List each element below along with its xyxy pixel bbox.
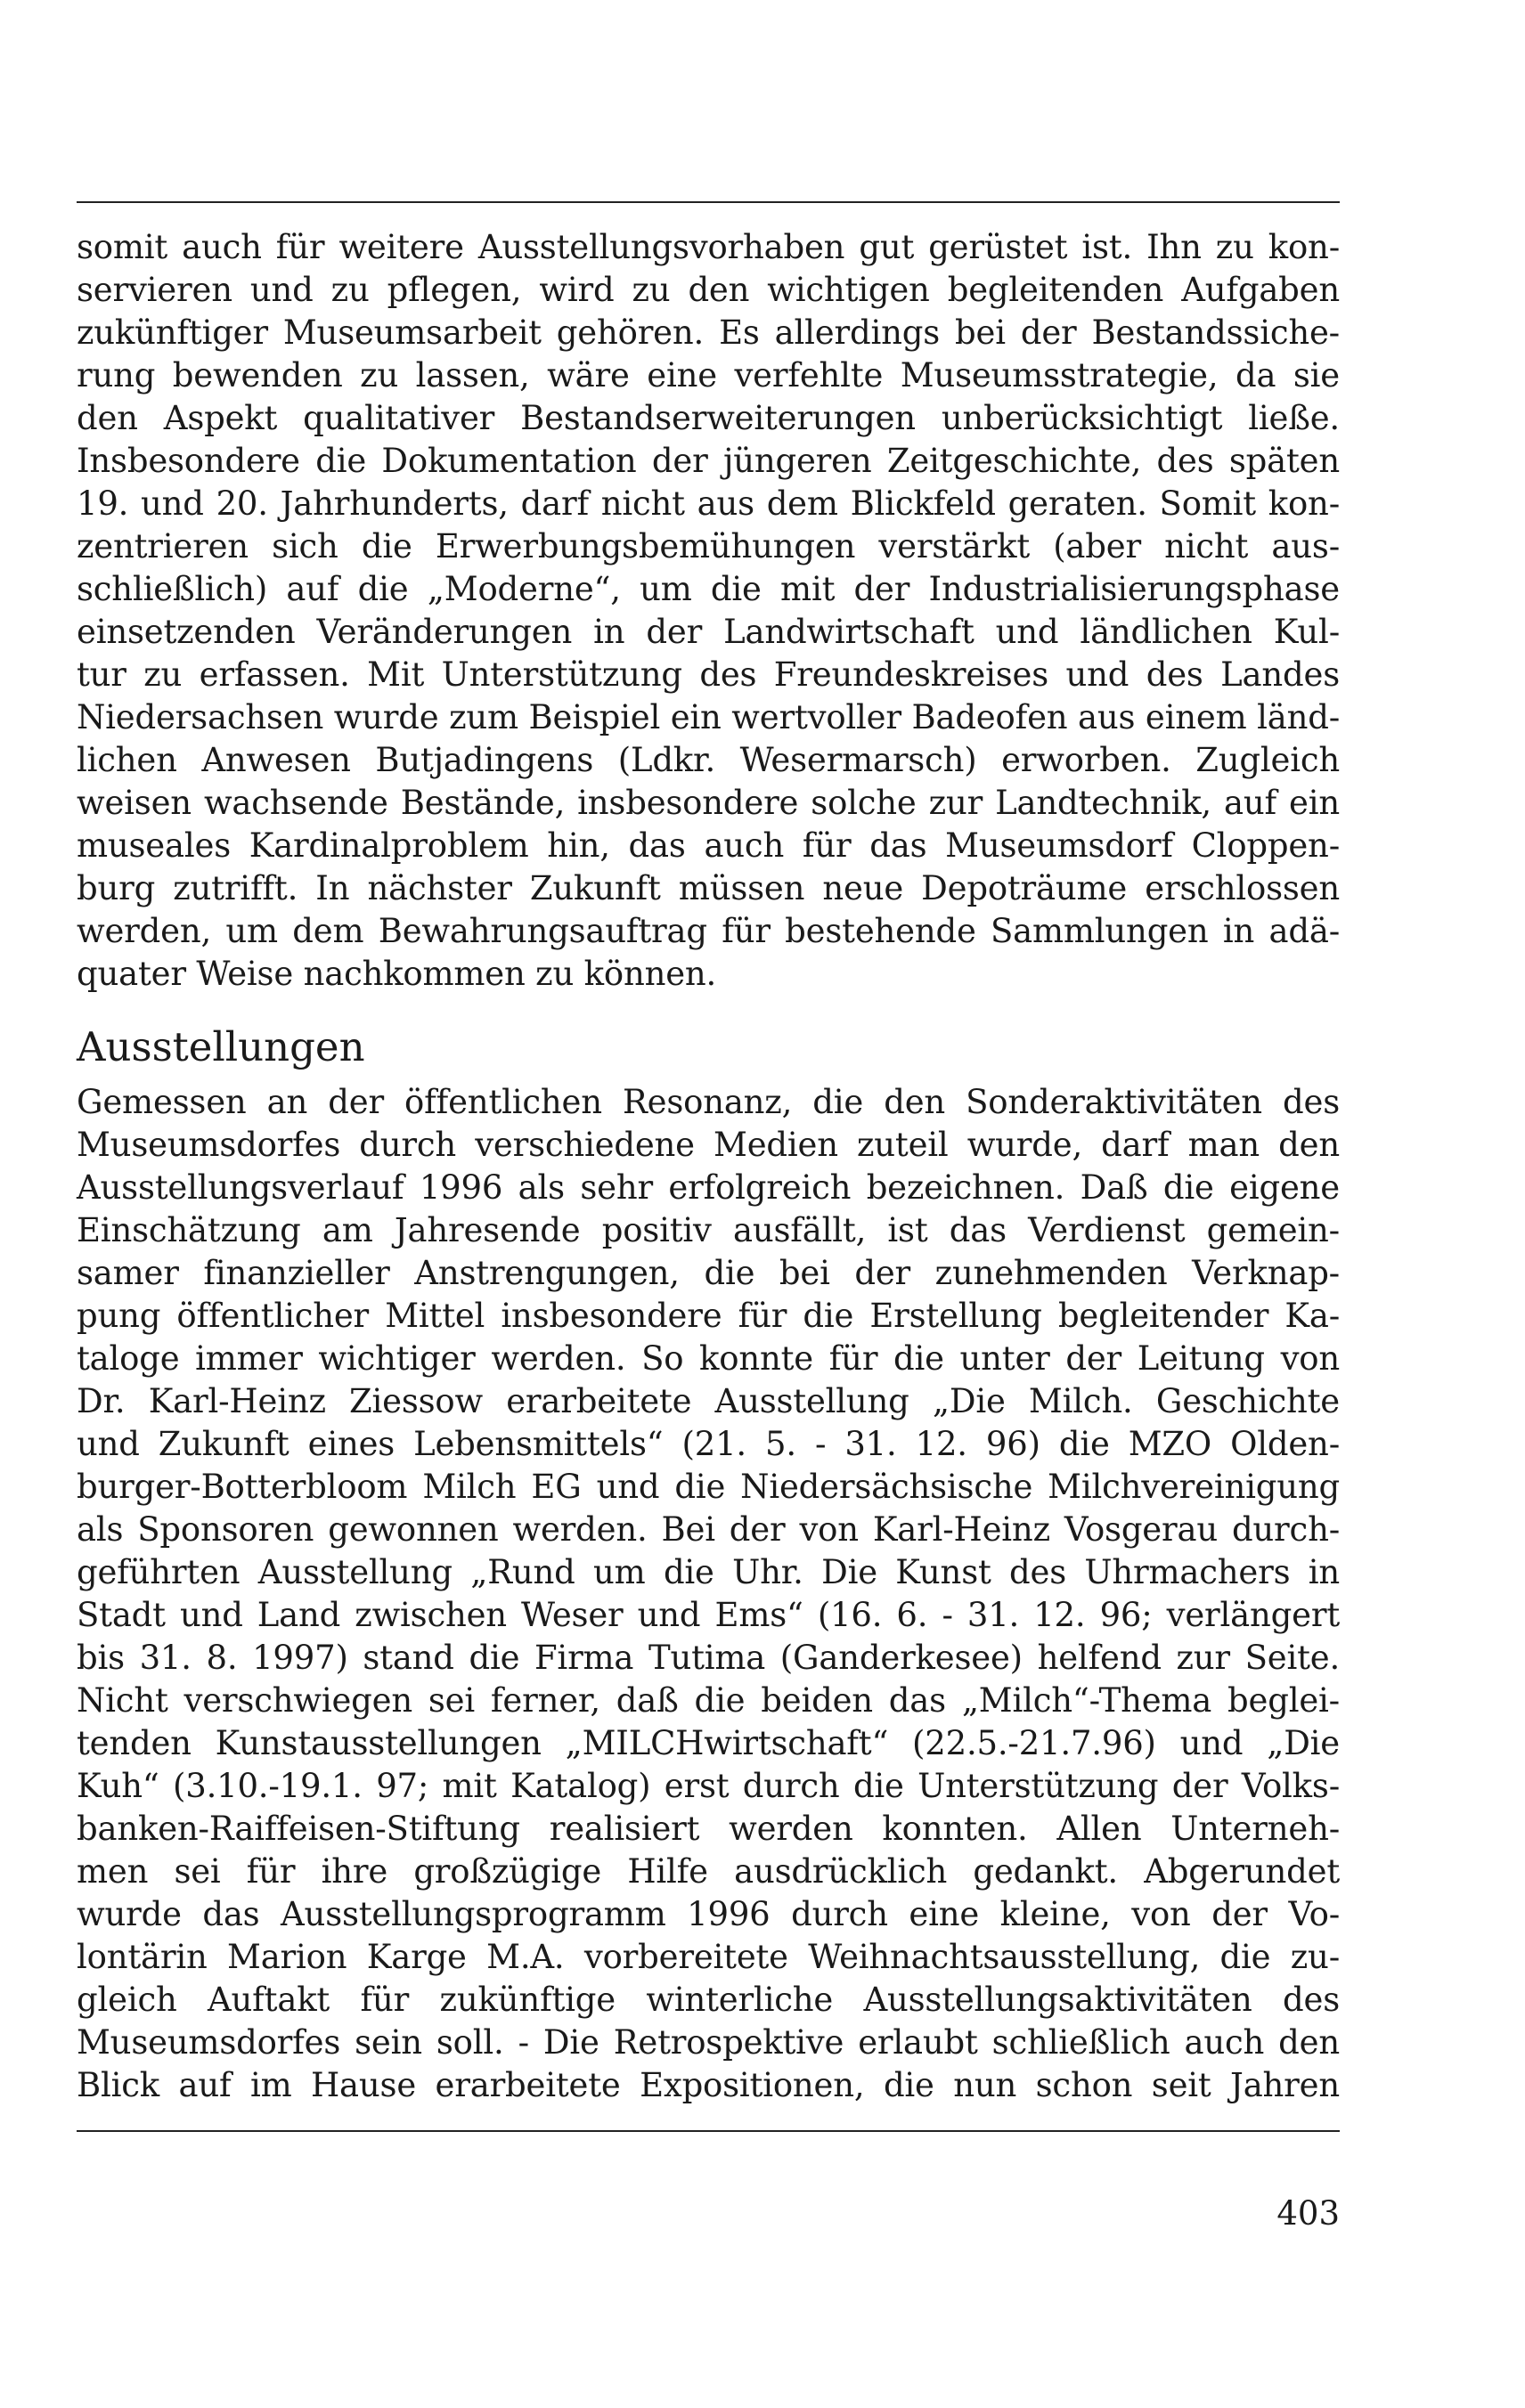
text-line: tenden Kunstausstellungen „MILCHwirtschaft“ (22.5.-21.7.96) und „Die — [77, 1724, 1340, 1762]
text-line: somit auch für weitere Ausstellungsvorhaben gut gerüstet ist. Ihn zu kon- — [77, 228, 1340, 266]
text-line: Einschätzung am Jahresende positiv ausfällt, ist das Verdienst gemein- — [77, 1211, 1340, 1249]
text-line: Niedersachsen wurde zum Beispiel ein wertvoller Badeofen aus einem länd- — [77, 698, 1340, 736]
text-line: Museumsdorfes durch verschiedene Medien zuteil wurde, darf man den — [77, 1126, 1340, 1164]
text-line: weisen wachsende Bestände, insbesondere solche zur Landtechnik, auf ein — [77, 784, 1340, 822]
text-line: Kuh“ (3.10.-19.1. 97; mit Katalog) erst durch die Unterstützung der Volks- — [77, 1767, 1340, 1805]
text-line: quater Weise nachkommen zu können. — [77, 955, 717, 993]
text-line: Nicht verschwiegen sei ferner, daß die beiden das „Milch“-Thema beglei- — [77, 1681, 1340, 1720]
text-line: den Aspekt qualitativer Bestandserweiterungen unberücksichtigt ließe. — [77, 399, 1340, 437]
text-line: servieren und zu pflegen, wird zu den wichtigen begleitenden Aufgaben — [77, 271, 1340, 309]
text-line: schließlich) auf die „Moderne“, um die mit der Industrialisierungsphase — [77, 570, 1340, 608]
text-line: museales Kardinalproblem hin, das auch für das Museumsdorf Cloppen- — [77, 826, 1340, 865]
text-line: samer finanzieller Anstrengungen, die bei der zunehmenden Verknap- — [77, 1254, 1340, 1292]
text-line: taloge immer wichtiger werden. So konnte für die unter der Leitung von — [77, 1339, 1340, 1378]
text-line: Museumsdorfes sein soll. - Die Retrospektive erlaubt schließlich auch den — [77, 2023, 1340, 2062]
text-line: Ausstellungsverlauf 1996 als sehr erfolgreich bezeichnen. Daß die eigene — [77, 1168, 1340, 1207]
section-heading: Ausstellungen — [77, 1023, 365, 1070]
text-line: men sei für ihre großzügige Hilfe ausdrücklich gedankt. Abgerundet — [77, 1852, 1340, 1891]
text-line: bis 31. 8. 1997) stand die Firma Tutima (Ganderkesee) helfend zur Seite. — [77, 1639, 1340, 1677]
text-line: werden, um dem Bewahrungsauftrag für bestehende Sammlungen in adä- — [77, 912, 1340, 950]
text-line: geführten Ausstellung „Rund um die Uhr. Die Kunst des Uhrmachers in — [77, 1553, 1340, 1591]
text-line: Gemessen an der öffentlichen Resonanz, die den Sonderaktivitäten des — [77, 1083, 1340, 1121]
text-line: burger-Botterbloom Milch EG und die Niedersächsische Milchvereinigung — [77, 1468, 1340, 1506]
text-line: Dr. Karl-Heinz Ziessow erarbeitete Ausstellung „Die Milch. Geschichte — [77, 1382, 1340, 1420]
text-line: und Zukunft eines Lebensmittels“ (21. 5. - 31. 12. 96) die MZO Olden- — [77, 1425, 1340, 1463]
text-line: lichen Anwesen Butjadingens (Ldkr. Wesermarsch) erworben. Zugleich — [77, 741, 1340, 779]
bottom-rule — [77, 2130, 1340, 2132]
text-line: burg zutrifft. In nächster Zukunft müssen neue Depoträume erschlossen — [77, 869, 1340, 907]
text-line: tur zu erfassen. Mit Unterstützung des Freundeskreises und des Landes — [77, 655, 1340, 694]
paragraph-collections — [77, 226, 1340, 996]
text-line: zukünftiger Museumsarbeit gehören. Es allerdings bei der Bestandssiche- — [77, 313, 1340, 352]
top-rule — [77, 201, 1340, 203]
page-number: 403 — [1276, 2194, 1340, 2233]
text-line: Insbesondere die Dokumentation der jüngeren Zeitgeschichte, des späten — [77, 442, 1340, 480]
text-line: als Sponsoren gewonnen werden. Bei der von Karl-Heinz Vosgerau durch- — [77, 1510, 1340, 1549]
paragraph-exhibitions — [77, 1081, 1340, 2107]
text-line: wurde das Ausstellungsprogramm 1996 durch eine kleine, von der Vo- — [77, 1895, 1340, 1933]
text-line: gleich Auftakt für zukünftige winterliche Ausstellungsaktivitäten des — [77, 1981, 1340, 2019]
text-line: einsetzenden Veränderungen in der Landwirtschaft und ländlichen Kul- — [77, 613, 1340, 651]
text-line: zentrieren sich die Erwerbungsbemühungen verstärkt (aber nicht aus- — [77, 527, 1340, 565]
text-line: Blick auf im Hause erarbeitete Expositionen, die nun schon seit Jahren — [77, 2066, 1340, 2104]
text-line: Stadt und Land zwischen Weser und Ems“ (16. 6. - 31. 12. 96; verlängert — [77, 1596, 1340, 1634]
text-line: lontärin Marion Karge M.A. vorbereitete Weihnachtsausstellung, die zu- — [77, 1938, 1340, 1976]
text-line: banken-Raiffeisen-Stiftung realisiert werden konnten. Allen Unterneh- — [77, 1810, 1340, 1848]
text-line: pung öffentlicher Mittel insbesondere für die Erstellung begleitender Ka- — [77, 1297, 1340, 1335]
text-line: 19. und 20. Jahrhunderts, darf nicht aus dem Blickfeld geraten. Somit kon- — [77, 484, 1340, 523]
text-line: rung bewenden zu lassen, wäre eine verfehlte Museumsstrategie, da sie — [77, 356, 1340, 395]
